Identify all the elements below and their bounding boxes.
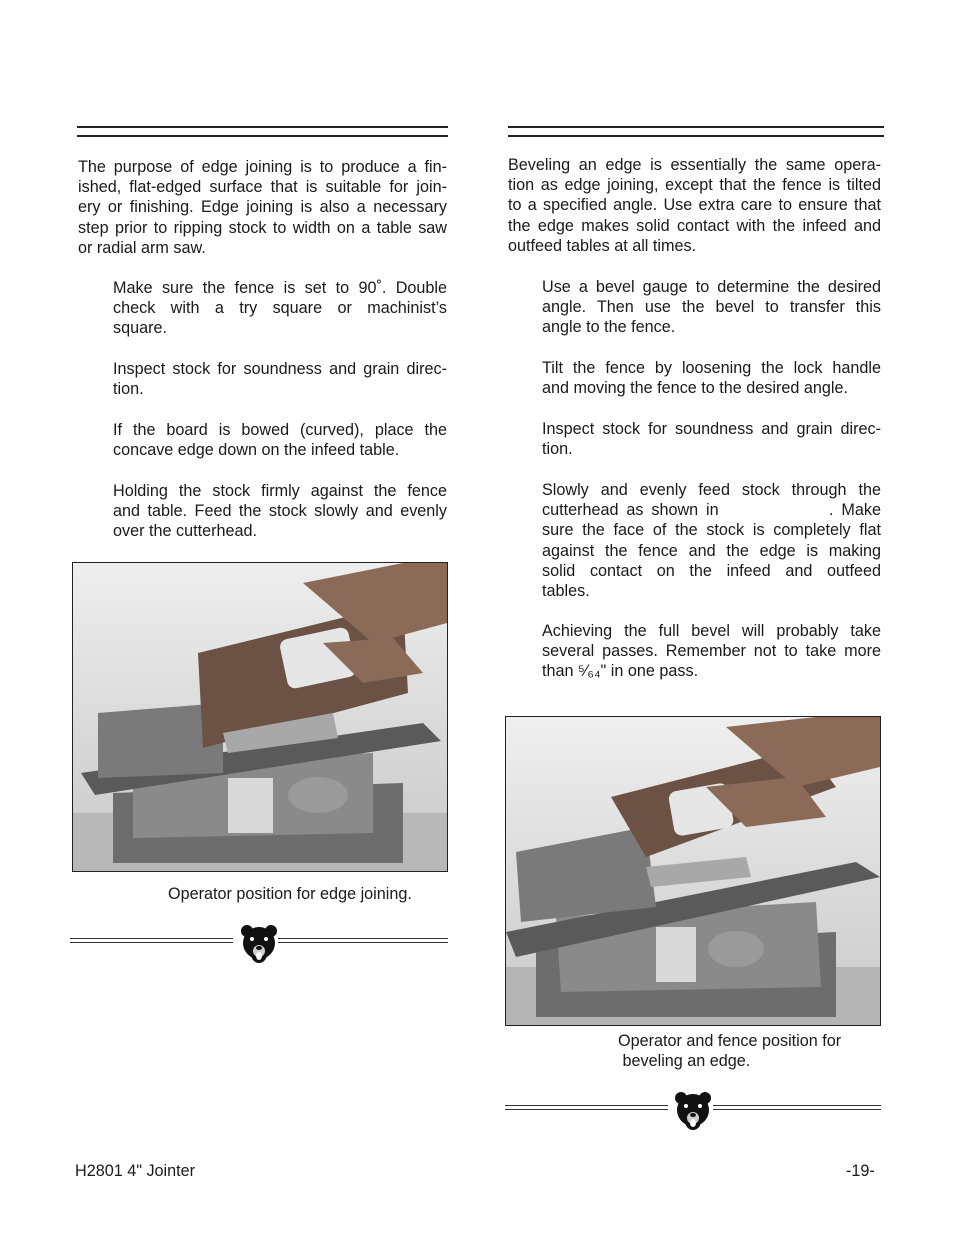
right-step-4 <box>542 480 881 601</box>
text-line: square. <box>113 319 167 338</box>
text-line: step prior to ripping stock to width on a table saw <box>78 218 447 237</box>
text-line: Slowly and evenly feed stock through the <box>542 481 881 499</box>
text-line: sure the face of the stock is completely flat <box>542 521 881 540</box>
caption-line: beveling an edge. <box>618 1052 751 1070</box>
text-line: Use a bevel gauge to determine the desired <box>542 278 881 296</box>
right-intro-paragraph <box>508 155 881 256</box>
text-line: concave edge down on the infeed table. <box>113 441 400 460</box>
text-line: angle to the fence. <box>542 318 676 337</box>
edge-joining-caption: Operator position for edge joining. <box>168 885 412 903</box>
text-line: Tilt the fence by loosening the lock handle <box>542 359 881 377</box>
right-header-rule <box>508 126 884 137</box>
text-line: Inspect stock for soundness and grain direc- <box>542 420 881 438</box>
jointer-bevel-illustration <box>506 717 880 1025</box>
text-line: Holding the stock firmly against the fence <box>113 482 447 500</box>
right-step-3 <box>542 419 881 459</box>
right-step-5 <box>542 621 881 682</box>
text-line: Make sure the fence is set to 90˚. Double <box>113 279 447 297</box>
text-line: The purpose of edge joining is to produce a fin- <box>78 158 447 176</box>
left-step-2 <box>113 359 447 399</box>
text-line: or radial arm saw. <box>78 238 206 257</box>
divider-line <box>713 1105 881 1110</box>
text-line: check with a try square or machinist’s <box>113 299 447 318</box>
text-line: Beveling an edge is essentially the same opera- <box>508 156 881 174</box>
text-line: Inspect stock for soundness and grain direc- <box>113 360 447 378</box>
left-step-1 <box>113 278 447 339</box>
jointer-illustration <box>73 563 447 871</box>
grizzly-bear-icon <box>674 1091 712 1131</box>
text-line: If the board is bowed (curved), place the <box>113 421 447 439</box>
text-line: cutterhead as shown in . Make <box>542 501 881 520</box>
footer-model: H2801 4" Jointer <box>75 1162 196 1180</box>
grizzly-bear-icon <box>240 924 278 964</box>
text-line: angle. Then use the bevel to transfer this <box>542 298 881 317</box>
text-line: Achieving the full bevel will probably take <box>542 622 881 640</box>
text-line: to a specified angle. Use extra care to ensure that <box>508 196 881 215</box>
left-step-4 <box>113 481 447 542</box>
text-line: than ⁵⁄₆₄" in one pass. <box>542 662 699 681</box>
footer-page-number: -19- <box>846 1162 875 1180</box>
left-header-rule <box>77 126 448 137</box>
edge-joining-photo <box>72 562 448 872</box>
divider-line <box>278 938 448 943</box>
left-step-3 <box>113 420 447 460</box>
divider-line <box>505 1105 668 1110</box>
right-step-2 <box>542 358 881 398</box>
text-line: outfeed tables at all times. <box>508 236 697 255</box>
text-line: tion as edge joining, except that the fence is tilted <box>508 176 881 195</box>
divider-line <box>70 938 233 943</box>
left-intro-paragraph <box>78 157 447 258</box>
caption-line: Operator and fence position for <box>618 1032 842 1050</box>
text-line: tables. <box>542 582 590 601</box>
text-line: against the fence and the edge is making <box>542 541 881 560</box>
text-line: and table. Feed the stock slowly and evenly <box>113 502 447 521</box>
right-step-1 <box>542 277 881 338</box>
text-line: tion. <box>542 440 573 459</box>
text-line: several passes. Remember not to take more <box>542 642 881 661</box>
beveling-caption <box>618 1031 841 1071</box>
beveling-photo <box>505 716 881 1026</box>
text-line: solid contact on the infeed and outfeed <box>542 561 881 580</box>
text-line: ery or finishing. Edge joining is also a necessary <box>78 198 447 217</box>
text-line: the edge makes solid contact with the infeed and <box>508 216 881 235</box>
text-line: ished, flat-edged surface that is suitable for join- <box>78 178 447 197</box>
text-line: over the cutterhead. <box>113 522 257 541</box>
text-line: and moving the fence to the desired angle. <box>542 379 848 398</box>
text-line: tion. <box>113 380 144 399</box>
